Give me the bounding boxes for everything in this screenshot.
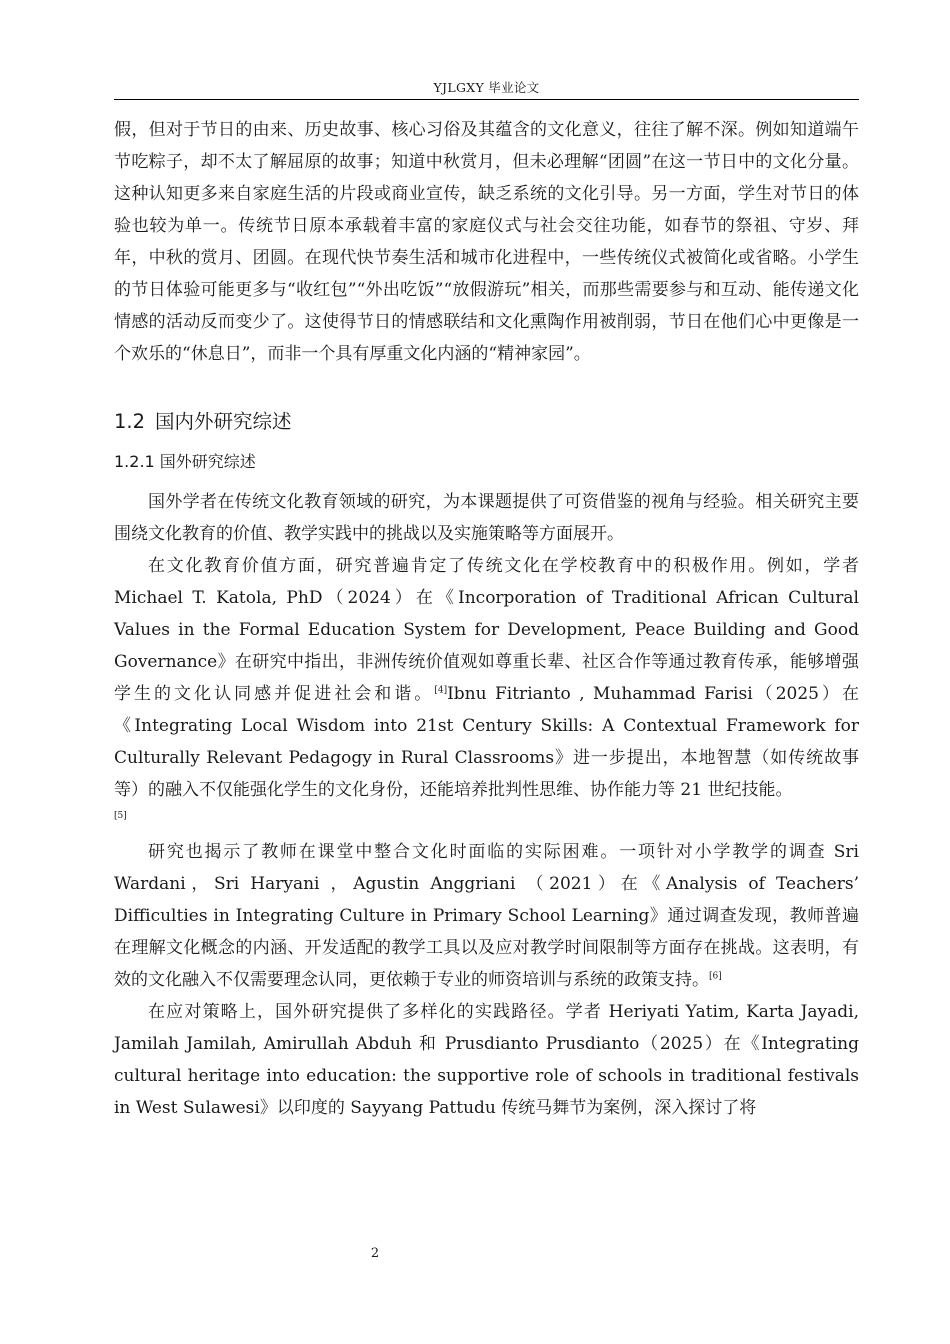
paragraph-continued: 假，但对于节日的由来、历史故事、核心习俗及其蕴含的文化意义，往往了解不深。例如知道端午节吃粽子，却不太了解屈原的故事；知道中秋赏月，但未必理解“团圆”在这一节日中的文化分量。这种认知更多来自家庭生活的片段或商业宣传，缺乏系统的文化引导。另一方面，学生对节日的体验也较为单一。传统节日原本承载着丰富的家庭仪式与社会交往功能，如春节的祭祖、守岁、拜年，中秋的赏月、团圆。在现代快节奏生活和城市化进程中，一些传统仪式被简化或省略。小学生的节日体验可能更多与“收红包”“外出吃饭”“放假游玩”相关，而那些需要参与和互动、能传递文化情感的活动反而变少了。这使得节日的情感联结和文化熏陶作用被削弱，节日在他们心中更像是一个欢乐的“休息日”，而非一个具有厚重文化内涵的“精神家园”。 (114, 120, 859, 364)
paragraph-intro: 国外学者在传统文化教育领域的研究，为本课题提供了可资借鉴的视角与经验。相关研究主要围绕文化教育的价值、教学实践中的挑战以及实施策略等方面展开。 (114, 492, 859, 544)
section-number: 1.2 (114, 410, 146, 433)
section-title: 国内外研究综述 (155, 410, 292, 433)
page-number: 2 (370, 1246, 380, 1261)
paragraph-value-text-b: Ibnu Fitrianto , Muhammad Farisi（2025）在《Integrating Local Wisdom into 21st Century Skills: A Contextual Framework for Culturally Relevant Pedagogy in Rural Classrooms》进一步提出，本地智慧（如传统故事等）的融入不仅能强化学生的文化身份，还能培养批判性思维、协作能力等 21 世纪技能。 (114, 684, 859, 800)
section-heading (114, 406, 859, 438)
header-rule (114, 99, 859, 100)
running-header: YJLGXY 毕业论文 (433, 80, 540, 95)
paragraph-value-text-a: 在文化教育价值方面，研究普遍肯定了传统文化在学校教育中的积极作用。例如，学者 Michael T. Katola, PhD（2024）在《Incorporation of Traditional African Cultural Values in the Formal Education System for Development, Peace Building and Good Governance》在研究中指出，非洲传统价值观如尊重长辈、社区合作等通过教育传承，能够增强学生的文化认同感并促进社会和谐。 (114, 556, 859, 704)
paragraph-difficulties (114, 836, 859, 996)
citation-ref: [5] (114, 811, 127, 821)
paragraph-value (114, 550, 859, 806)
paragraph-strategies: 在应对策略上，国外研究提供了多样化的实践路径。学者 Heriyati Yatim, Karta Jayadi, Jamilah Jamilah, Amirullah Abduh 和 Prusdianto Prusdianto（2025）在《Integrating cultural heritage into education: the supportive role of schools in traditional festivals in West Sulawesi》以印度的 Sayyang Pattudu 传统马舞节为案例，深入探讨了将 (114, 1002, 859, 1118)
subsection-heading: 1.2.1 国外研究综述 (114, 452, 256, 471)
paragraph-difficulties-text: 研究也揭示了教师在课堂中整合文化时面临的实际困难。一项针对小学教学的调查 Sri Wardani，Sri Haryani ，Agustin Anggriani （2021）在《Analysis of Teachers’ Difficulties in Integrating Culture in Primary School Learning》通过调查发现，教师普遍在理解文化概念的内涵、开发适配的教学工具以及应对教学时间限制等方面存在挑战。这表明，有效的文化融入不仅需要理念认同，更依赖于专业的师资培训与系统的政策支持。 (114, 842, 859, 990)
citation-ref: [6] (709, 971, 722, 982)
body-text (114, 114, 859, 1124)
citation-ref: [4] (434, 685, 448, 696)
